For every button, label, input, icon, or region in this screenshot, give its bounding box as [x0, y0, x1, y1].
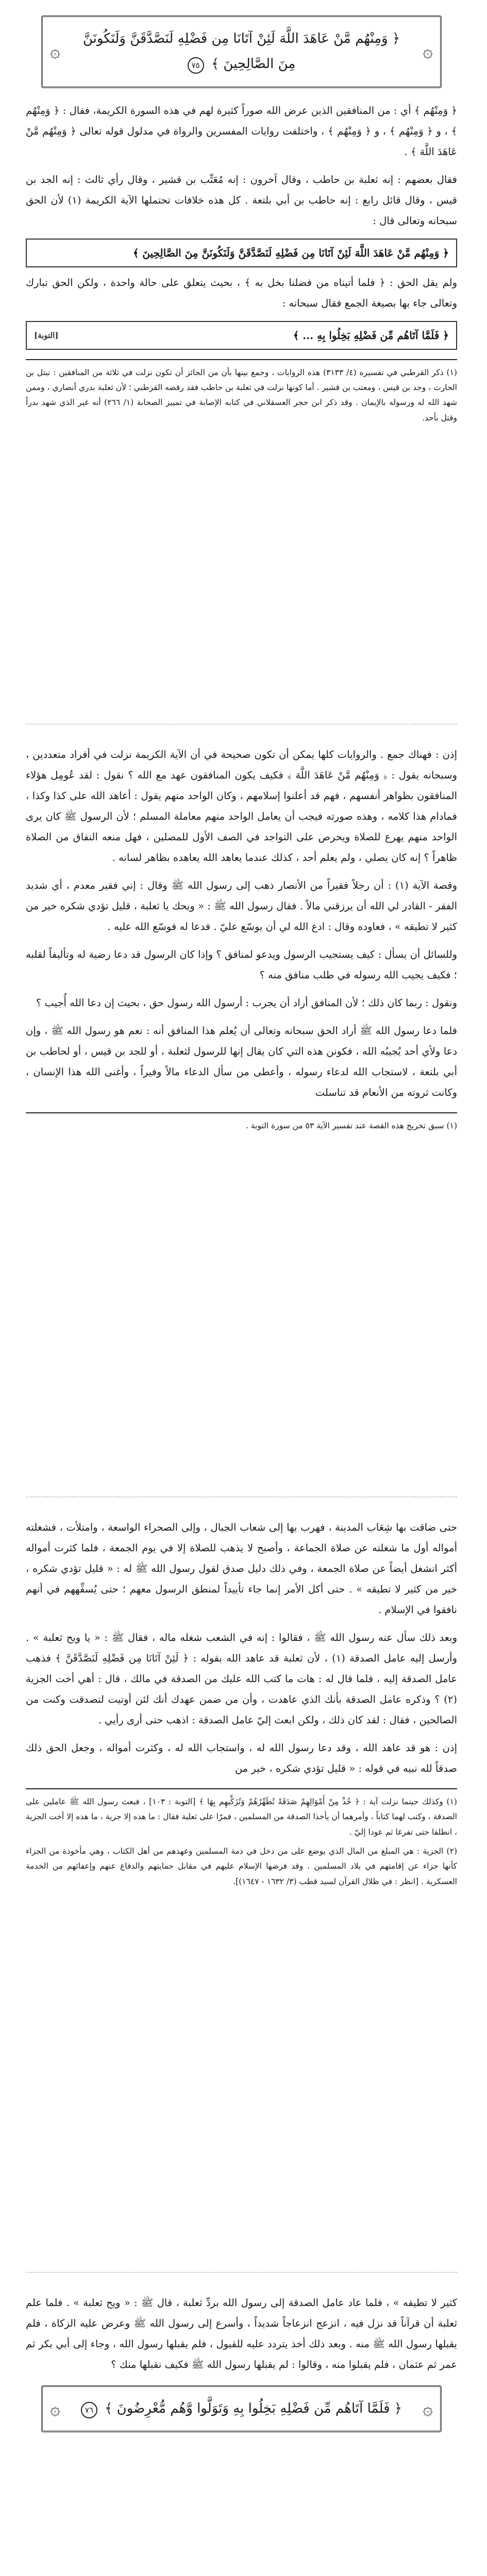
paragraph: ونقول : ربما كان ذلك ؛ لأن المنافق أراد أن يجرب : أرسول الله رسول حق ، بحيث إن دعا الله أُجيب ؟	[36, 996, 457, 1009]
paragraph: وبعد ذلك سأل عنه رسول الله ﷺ ، فقالوا : إنه في الشعب شغله ماله ، فقال ﷺ : « يا ويح ثعلبة » . وأرسل إليه عامل الصدقة (١) ، لأن ثعلبة قد عاهد الله بقوله : ﴿ لَئِنْ آتَانَا مِن فَضْلِهِ لَنَصَّدَّقَنَّ ﴾ فذهب عامل الصدقة إليه ، فلما قال له : هات ما كتب الله عليك من الصدقة في مالك ، قال : أهي أخت الجزية (٢) ؟ وذكره عامل الصدقة بأنك الذي عاهدت ، وأن من ضمن عهدك أنك لئن أوتيت لتصدقت وكنت من الصالحين ، فقال : لقد كان ذلك ، ولكن ابعث إليّ عامل الصدقة : اذهب حتى أرى رأيي .	[26, 1631, 457, 1726]
quran-quote: ﴿ وَمِنْهُم مَّنْ عَاهَدَ اللَّهَ لَئِنْ آتَانَا مِن فَضْلِهِ لَنَصَّدَّقَنَّ وَلَنَكُونَنَّ مِنَ الصَّالِحِينَ ﴾	[132, 246, 449, 259]
ornament-left-icon: ۞	[50, 2398, 60, 2419]
paragraph: وللسائل أن يسأل : كيف يستجيب الرسول ويدعو لمنافق ؟ وإذا كان الرسول قد دعا رضية له وتأليفاً لقلبه ؛ فكيف يجيب الله رسوله في طلب منافق منه ؟	[26, 948, 457, 981]
ayah-text: ﴿ وَمِنْهُم مَّنْ عَاهَدَ اللَّهَ لَئِنْ آتَانَا مِن فَضْلِهِ لَنَصَّدَّقَنَّ وَلَنَكُونَنَّ مِنَ الصَّالِحِينَ ﴾	[82, 31, 400, 72]
paragraph: إذن : فهناك جمع . والروايات كلها يمكن أن تكون صحيحة في أن الآية الكريمة نزلت في أفراد متعددين ، وسبحانه يقول : ﴿ وَمِنْهُم مَّنْ عَاهَدَ اللَّهَ ﴾ فكيف يكون المنافقون عهد مع الله ؟ نقول : لقد عُومِل هؤلاء المنافقون بظواهر أنفسهم ، فهم قد أعلنوا إسلامهم ، وكان الواحد منهم يقول : أعاهد الله على كذا وكذا ، فمادام هذا كلامه ، وهذه صورته فيجب أن يعامل الواحد منهم معاملة المسلم ؛ لأن الرسول ﷺ كان يرى الواحد منهم يهرع للصلاة ويحرص على التواجد في الصف الأول للمصلين ، فهل منعه النفاق من الصلاة ظاهراً ؟ إنه كان يصلي ، ولم يعلم أحد ، كذلك عندما يعاهد الله يعاهده بظاهر لسانه .	[26, 749, 457, 863]
ayah-number-badge: ٧٥	[188, 57, 204, 74]
footnote-rule	[26, 1112, 457, 1113]
ornament-left-icon: ۞	[50, 41, 60, 62]
paragraph: فقال بعضهم : إنه ثعلبة بن حاطب ، وقال آخرون : إنه مُعَتِّب بن قشير ، وقال رأي ثالث : إنه الجد بن قيس ، وقال قائل رابع : إنه حاطب بن أبي بلتعة . كل هذه خلافات تحتملها الآية الكريمة (١) لأن الحق سبحانه وتعالى قال :	[26, 173, 458, 227]
footnote: (١) سبق تخريج هذه القصة عند تفسير الآية ٥٣ من سورة التوبة .	[245, 1121, 457, 1130]
page-2	[0, 724, 487, 1497]
paragraph: وقصة الآية (١) : أن رجلاً فقيراً من الأنصار ذهب إلى رسول الله ﷺ وقال : إني فقير معدم ، أي شديد الفقر - القادر لي الله أن يرزقني مالاً . فقال رسول الله ﷺ : « ويحك يا ثعلبة ، قليل تؤدي شكره خير من كثير لا تطيقه » ، فعاوده وقال : ادع الله لي أن يوسّع عليّ . فدعا له فوسّع الله عليه .	[26, 879, 457, 933]
quran-quote-box	[26, 321, 457, 350]
ayah-number-badge: ٧٦	[81, 2402, 97, 2418]
verse-reference: [التوبة]	[34, 330, 59, 340]
ayah-banner-75	[41, 15, 442, 88]
footnote: (١) وكذلك حينما نزلت آية : ﴿ خُذْ مِنْ أَمْوَالِهِمْ صَدَقَةً تُطَهِّرُهُمْ وَتُزَكِّيهِم بِهَا ﴾ [التوبة : ١٠٣] ، فبعث رسول الله ﷺ عاملين على الصدقة ، وكتب لهما كتاباً ، وأمرهما أن يأخذا الصدقة من المسلمين ، فمرّا على ثعلبة فقال : ما هذه إلا جزية ، ما هذه إلا أخت الجزية ، انطلقا حتى تفرغا ثم عودا إليّ .	[26, 1797, 457, 1837]
page-4	[0, 2272, 487, 2576]
ayah-banner-76	[41, 2385, 442, 2432]
paragraph: فلما دعا رسول الله ﷺ أراد الحق سبحانه وتعالى أن يُعلم هذا المنافق أنه : نعم هو رسول الله ﷺ ، وإن دعا ولأي أحد يُجيبُه الله ، فكونن هذه التي كان يقال إنها للرسول لثعلبة ، أو للجد بن قيس ، أو لحاطب بن أبي بلتعة ، لاستجاب الله لدعاء رسوله ، وأعطى من سأل الدعاء مالاً وفيراً ، وأغنى الله هذا الإنسان ، وكانت ثروته من الأنعام قد تناسلت	[26, 1024, 457, 1098]
footnotes	[26, 365, 457, 426]
paragraph: إذن : هو قد عاهد الله ، وقد دعا رسول الله له ، واستجاب الله له ، وكثرت أمواله ، وجعل الحق ذلك صدقاً لله نبيه في قوله : « قليل تؤدي شكره ، خير من	[26, 1741, 457, 1774]
paragraph: حتى ضاقت بها شِعَاب المدينة ، فهرب بها إلى شعاب الجبال ، وإلى الصحراء الواسعة ، وامتلأت ، فشغلته أمواله أول ما شغلته عن صلاة الجماعة ، وأصبح لا يذهب للصلاة إلا في يوم الجمعة ، فلما كثرت أمواله أكثر انشغل أيضاً عن صلاة الجمعة ، وفي ذلك دليل صدق لقول رسول الله ﷺ له : « قليل تؤدي شكره ، خير من كثير لا تطيقه » . حتى أكل الأمر إنما جاء تأييداً لمنطق الرسول معهم ؛ حتى يُسفِّههم في أنهم نافقوا في الإسلام .	[26, 1521, 457, 1616]
quran-quote-box	[26, 239, 457, 267]
footnotes	[26, 1118, 457, 1133]
paragraph: كثير لا تطيقه » ، فلما عاد عامل الصدقة إلى رسول الله بردِّ ثعلبة ، قال ﷺ : « ويح ثعلبة » . فلما علم ثعلبة أن قرآناً قد نزل فيه ، انزعج انزعاجاً شديداً ، وأسرع إلى رسول الله ﷺ وعرض عليه الزكاة ، فلم يقبلها رسول الله ﷺ منه . وبعد ذلك أخذ يتردد عليه للقبول ، فلم يقبلها رسول الله ، وجاء إلى أبي بكر ثم عمر ثم عثمان ، فلم يقبلوا منه ، وقالوا : لم يقبلها رسول الله ﷺ فكيف نقبلها منك ؟	[26, 2297, 457, 2370]
ornament-right-icon: ۞	[423, 41, 433, 62]
footnotes	[26, 1794, 457, 1890]
ayah-text: ﴿ فَلَمَّا آتَاهُم مِّن فَضْلِهِ بَخِلُوا بِهِ وَتَوَلَّوا وَّهُم مُّعْرِضُونَ ﴾	[105, 2400, 402, 2416]
paragraph: ﴿ وَمِنْهُم ﴾ أي : من المنافقين الذين عرض الله صوراً كثيرة لهم في هذه السورة الكريمة، فقال : ﴿ وَمِنْهُم ﴾ ، و ﴿ وَمِنْهُم ﴾ ، و ﴿ وَمِنْهُم ﴾ ، واختلفت روايات المفسرين والرواة في مدلول قوله تعالى ﴿ وَمِنْهُم مَّنْ عَاهَدَ اللَّهَ ﴾ .	[26, 104, 457, 158]
footnote: (٢) الجزية : هي المبلغ من المال الذي يوضع على من دخل في ذمة المسلمين وعهدهم من أهل الكتاب ، وهي مأخوذة من الجزاء كأنها جزاء عن إقامتهم في بلاد المسلمين . وقد فرضها الإسلام عليهم في مقابل حمايتهم والدفاع عنهم وإعفائهم من الخدمة العسكرية . [انظر : في ظلال القرآن لسيد قطب (٣/ ١٦٣٢ - ١٦٤٧)].	[26, 1846, 457, 1886]
page-3	[0, 1497, 487, 2272]
paragraph: ولم يقل الحق : ﴿ فلما أتيناه من فضلنا بخل به ﴾ ، بحيث يتعلق على حالة واحدة ، ولكن الحق تبارك وتعالى جاء بها بصيغة الجمع فقال سبحانه :	[26, 276, 457, 309]
footnote-rule	[26, 1788, 457, 1789]
page-1	[0, 0, 487, 724]
footnote: (١) ذكر القرطبي في تفسيره (٤/ ٣١٣٣) هذه الروايات ، وجمع بينها بأن من الجائز أن تكون نزلت في ثلاثة من المنافقين : نبتل بن الحارث ، وجد بن قيس ، ومعتب بن قشير . أما كونها نزلت في ثعلبة بن حاطب فقد رفضه القرطبي ؛ لأن ثعلبة بدري أنصاري ، وممن شهد الله له ورسوله بالإيمان . وقد ذكر ابن حجر العسقلاني في كتابه الإصابة في تمييز الصحابة (١/ ٢٦٦) أنه غير الذي شهد بدراً وقتل بأحد.	[26, 367, 457, 422]
ornament-right-icon: ۞	[423, 2398, 433, 2419]
footnote-rule	[26, 359, 457, 360]
quran-quote: ﴿ فَلَمَّا آتَاهُم مِّن فَضْلِهِ بَخِلُوا بِهِ ... ﴾	[293, 329, 449, 342]
